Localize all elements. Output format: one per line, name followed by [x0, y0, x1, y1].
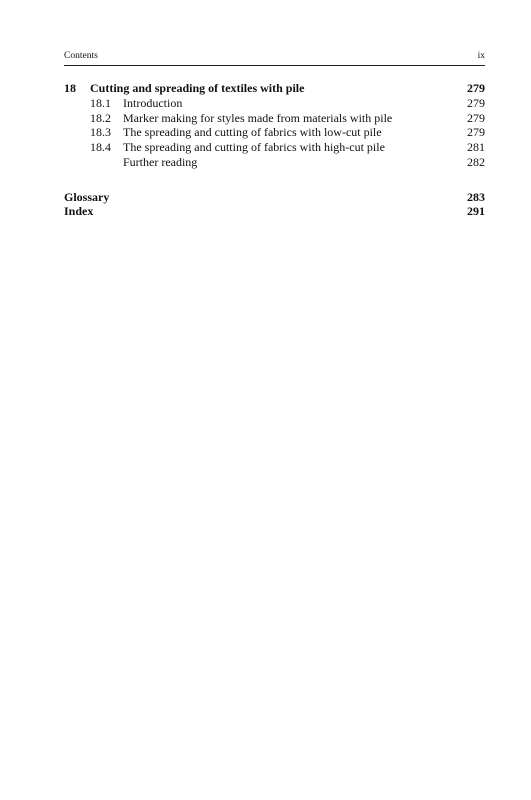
- index-page: 291: [467, 204, 485, 218]
- section-page: 279: [467, 96, 485, 110]
- section-page: 282: [467, 155, 485, 169]
- toc-chapter-entry: [64, 81, 485, 96]
- toc-glossary-entry: [64, 190, 485, 205]
- toc-section-entry: [64, 111, 485, 126]
- section-page: 279: [467, 125, 485, 139]
- section-number: 18.4: [90, 140, 111, 154]
- section-title: The spreading and cutting of fabrics with high-cut pile: [123, 140, 385, 154]
- glossary-page: 283: [467, 190, 485, 204]
- toc-section-entry: [64, 140, 485, 155]
- toc-index-entry: [64, 204, 485, 219]
- section-title: Further reading: [123, 155, 198, 169]
- chapter-page: 279: [467, 81, 485, 95]
- index-title: Index: [64, 204, 94, 218]
- toc-section-entry: [64, 125, 485, 140]
- section-page: 281: [467, 140, 485, 154]
- chapter-title: Cutting and spreading of textiles with pile: [90, 81, 305, 95]
- section-number: 18.1: [90, 96, 111, 110]
- page-number: ix: [477, 51, 485, 61]
- section-title: The spreading and cutting of fabrics with low-cut pile: [123, 125, 382, 139]
- section-page: 279: [467, 111, 485, 125]
- glossary-title: Glossary: [64, 190, 110, 204]
- toc-section-entry: [64, 155, 485, 170]
- section-number: 18.2: [90, 111, 111, 125]
- toc-section-entry: [64, 96, 485, 111]
- chapter-number: 18: [64, 81, 76, 95]
- running-header-title: Contents: [64, 51, 98, 61]
- section-title: Marker making for styles made from materials with pile: [123, 111, 393, 125]
- section-number: 18.3: [90, 125, 111, 139]
- section-title: Introduction: [123, 96, 183, 110]
- running-header: [64, 50, 485, 66]
